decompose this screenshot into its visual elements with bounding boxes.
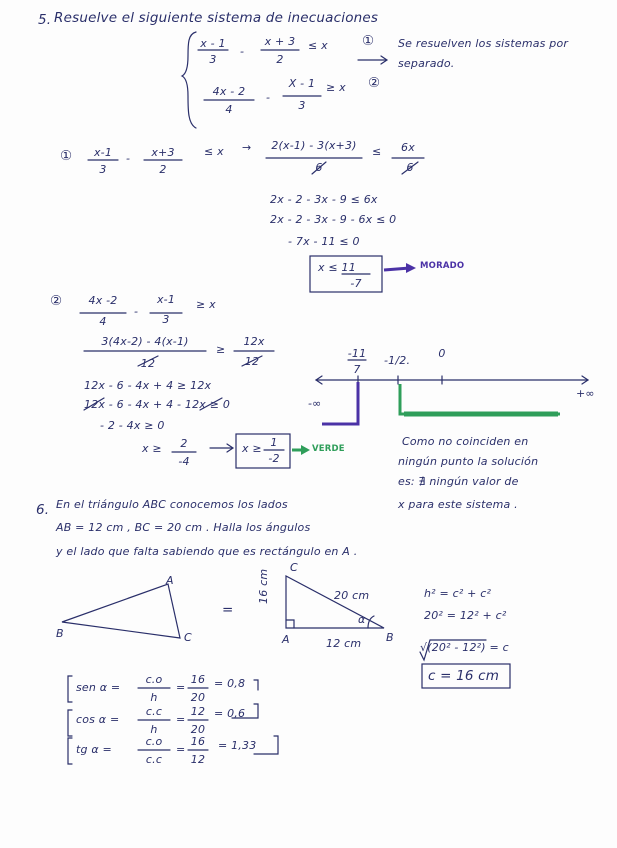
mark-1: ①: [60, 148, 73, 164]
cos-label: cos α =: [76, 713, 120, 726]
numerator: c.o: [145, 673, 163, 686]
numerator: X - 1: [288, 77, 316, 90]
numerator: c.c: [145, 705, 163, 718]
denominator: 12: [190, 753, 206, 766]
denominator: h: [150, 691, 158, 704]
numerator: 12x: [243, 335, 265, 348]
exercise-number: 5.: [38, 12, 52, 28]
label-green: VERDE: [312, 444, 345, 454]
relation: ≤: [372, 145, 382, 158]
vertex-a: A: [166, 574, 174, 587]
bracket: [68, 710, 72, 736]
operator: -: [126, 152, 131, 165]
result-numerator: x ≤ 11: [318, 261, 356, 274]
green-arrowhead: [301, 445, 310, 455]
numerator: 16: [190, 735, 206, 748]
numerator: x + 3: [264, 35, 296, 48]
sen-label: sen α =: [76, 681, 121, 694]
relation: ≤ x: [204, 145, 224, 158]
denominator: 6: [315, 161, 323, 174]
denominator: 20: [190, 691, 206, 704]
tick-label: 0: [438, 347, 446, 360]
step-1: 2x - 2 - 3x - 9 ≤ 6x: [270, 193, 378, 206]
angle-label: α: [358, 613, 366, 626]
arrow: →: [242, 141, 252, 154]
result-denominator: -2: [268, 452, 280, 465]
note-line-2: separado.: [398, 57, 455, 70]
note-line-1: Se resuelven los sistemas por: [398, 37, 569, 50]
result-bracket: [254, 736, 278, 754]
numerator: x-1: [93, 146, 113, 159]
denominator: c.c: [145, 753, 163, 766]
denominator: 2: [159, 163, 167, 176]
relation: ≤ x: [308, 39, 328, 52]
vertex-c: C: [184, 631, 192, 644]
step-3: - 7x - 11 ≤ 0: [288, 235, 360, 248]
numerator: x+3: [151, 146, 175, 159]
equals: =: [176, 681, 186, 694]
denominator: 12: [244, 355, 260, 368]
statement-3: y el lado que falta sabiendo que es rectángulo en A .: [56, 545, 358, 558]
step-2: 12x - 6 - 4x + 4 - 12x ≥ 0: [84, 398, 231, 411]
pythagoras-2: 20² = 12² + c²: [424, 609, 507, 622]
operator: -: [134, 305, 139, 318]
relation: ≥: [216, 343, 226, 356]
mark-2: ②: [50, 293, 63, 309]
result-text: x ≥: [242, 442, 262, 455]
denominator: 20: [190, 723, 206, 736]
numerator: 2(x-1) - 3(x+3): [271, 139, 357, 152]
step-1: 12x - 6 - 4x + 4 ≥ 12x: [84, 379, 212, 392]
operator: -: [240, 45, 245, 58]
denominator: 4: [225, 103, 233, 116]
conclusion-3: es: ∄ ningún valor de: [398, 475, 519, 488]
relation: ≥ x: [196, 298, 216, 311]
equals: =: [176, 743, 186, 756]
exercise-number: 6.: [36, 502, 50, 518]
pythagoras-3: √(20² - 12²) = c: [420, 641, 509, 654]
bracket: [68, 676, 72, 702]
numerator: c.o: [145, 735, 163, 748]
denominator: 6: [406, 161, 414, 174]
denominator: 3: [209, 53, 217, 66]
numerator: 2: [180, 437, 188, 450]
denominator: 12: [140, 357, 156, 370]
plus-infinity: +∞: [576, 387, 595, 400]
result-c: c = 16 cm: [428, 668, 500, 684]
equals: =: [176, 713, 186, 726]
tg-label: tg α =: [76, 743, 112, 756]
statement-2: AB = 12 cm , BC = 20 cm . Halla los ángulos: [56, 521, 311, 534]
vertex-c: C: [290, 561, 298, 574]
vertex-b: B: [56, 627, 64, 640]
numerator: 12: [190, 705, 206, 718]
mark-2: ②: [368, 75, 381, 91]
vertex-a: A: [282, 633, 290, 646]
numerator: 3(4x-2) - 4(x-1): [101, 335, 189, 348]
inequality: x ≥: [142, 442, 162, 455]
mark-1: ①: [362, 33, 375, 49]
triangle-abc: [62, 584, 180, 638]
denominator: -4: [178, 455, 190, 468]
operator: -: [266, 91, 271, 104]
tick-label-den: 7: [353, 363, 361, 376]
purple-arrowhead: [406, 263, 416, 273]
denominator: 2: [276, 53, 284, 66]
system-brace: [182, 32, 196, 128]
numerator: 6x: [401, 141, 415, 154]
equals-sign: =: [222, 602, 234, 618]
bracket: [68, 738, 72, 764]
conclusion-4: x para este sistema .: [398, 498, 518, 511]
conclusion-1: Como no coinciden en: [402, 435, 529, 448]
numerator: 16: [190, 673, 206, 686]
exercise-title: Resuelve el siguiente sistema de inecuaciones: [54, 10, 379, 26]
conclusion-2: ningún punto la solución: [398, 455, 539, 468]
relation: ≥ x: [326, 81, 346, 94]
sen-result: = 0,8: [214, 677, 246, 690]
denominator: 3: [162, 313, 170, 326]
numerator: x - 1: [200, 37, 226, 50]
numerator: 4x - 2: [212, 85, 246, 98]
minus-infinity: -∞: [308, 397, 322, 410]
denominator: 4: [99, 315, 107, 328]
denominator: 3: [99, 163, 107, 176]
vertex-b: B: [386, 631, 394, 644]
denominator: 3: [298, 99, 306, 112]
right-angle-mark: [286, 620, 294, 628]
pythagoras-1: h² = c² + c²: [424, 587, 492, 600]
tick-label: -1/2.: [384, 354, 411, 367]
cos-result: = 0,6: [214, 707, 246, 720]
result-bracket: [254, 680, 258, 690]
result-numerator: 1: [270, 436, 278, 449]
step-3: - 2 - 4x ≥ 0: [100, 419, 165, 432]
tg-result: = 1,33: [218, 739, 257, 752]
purple-region: [322, 382, 358, 424]
numerator: 4x -2: [88, 294, 118, 307]
result-denominator: -7: [350, 277, 362, 290]
tick-label-num: -11: [347, 347, 367, 360]
step-2: 2x - 2 - 3x - 9 - 6x ≤ 0: [270, 213, 397, 226]
base-label: 12 cm: [326, 637, 362, 650]
statement-1: En el triángulo ABC conocemos los lados: [56, 498, 288, 511]
numerator: x-1: [156, 293, 176, 306]
label-purple: MORADO: [420, 261, 465, 271]
denominator: h: [150, 723, 158, 736]
hypotenuse-label: 20 cm: [334, 589, 370, 602]
green-region: [400, 384, 560, 414]
side-label: 16 cm: [257, 568, 270, 604]
